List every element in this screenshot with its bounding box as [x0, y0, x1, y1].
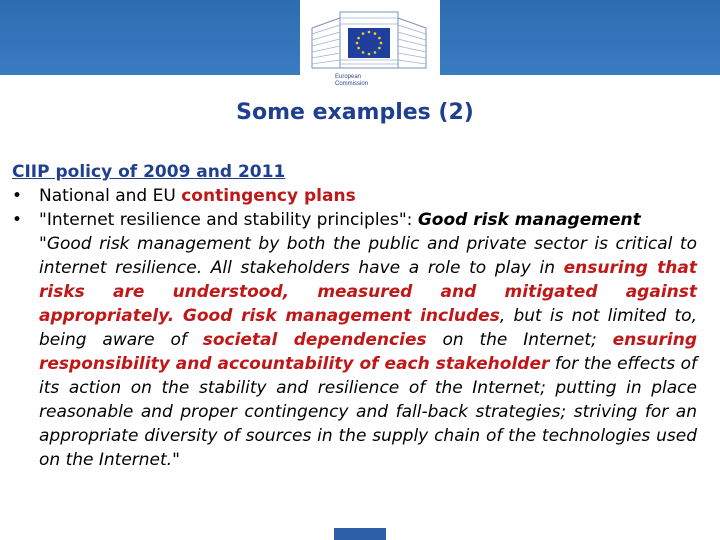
- logo-text-line2: Commission: [335, 81, 369, 87]
- bullet-icon: •: [12, 186, 23, 206]
- bullet-item-1: [12, 184, 697, 208]
- bullet1-highlight: contingency plans: [181, 186, 356, 206]
- european-commission-logo: [300, 0, 440, 100]
- quote-highlight-3: ensuring responsibility and accountability of each stakeholder: [39, 330, 697, 374]
- bullet-icon: •: [12, 210, 23, 230]
- footer-bar: [334, 528, 386, 540]
- logo-text: [335, 74, 368, 88]
- quote-part-2: , but is not limited to, being aware of: [39, 306, 697, 350]
- principles-quote: [39, 232, 697, 472]
- quote-part-3: on the Internet;: [426, 330, 613, 350]
- bullet-text-1: [39, 184, 697, 208]
- slide-title: Some examples (2): [236, 100, 474, 125]
- quote-highlight-1: ensuring that risks are understood, measured and mitigated against appropriately. Good risk management includes: [39, 258, 697, 326]
- bullet-item-2: [12, 208, 697, 232]
- quote-part-4: for the effects of its action on the stability and resilience of the Internet; putting in place reasonable and proper contingency and fall-back strategies; striving for an appropriate diversity of sources in the supply chain of the technologies used on the Internet.": [39, 354, 697, 470]
- bullet2-emphasis: Good risk management: [417, 210, 641, 230]
- logo-text-line1: European: [335, 74, 362, 80]
- bullet2-prefix: "Internet resilience and stability principles":: [39, 210, 418, 230]
- section-heading: CIIP policy of 2009 and 2011: [12, 162, 286, 182]
- quote-part-1: "Good risk management by both the public and private sector is critical to internet resilience. All stakeholders have a role to play in: [39, 234, 697, 278]
- bullet-text-2: [39, 208, 697, 232]
- slide-content: [12, 160, 697, 472]
- berlaymont-building-icon: [310, 8, 428, 70]
- bullet1-prefix: National and EU: [39, 186, 182, 206]
- quote-highlight-2: societal dependencies: [202, 330, 427, 350]
